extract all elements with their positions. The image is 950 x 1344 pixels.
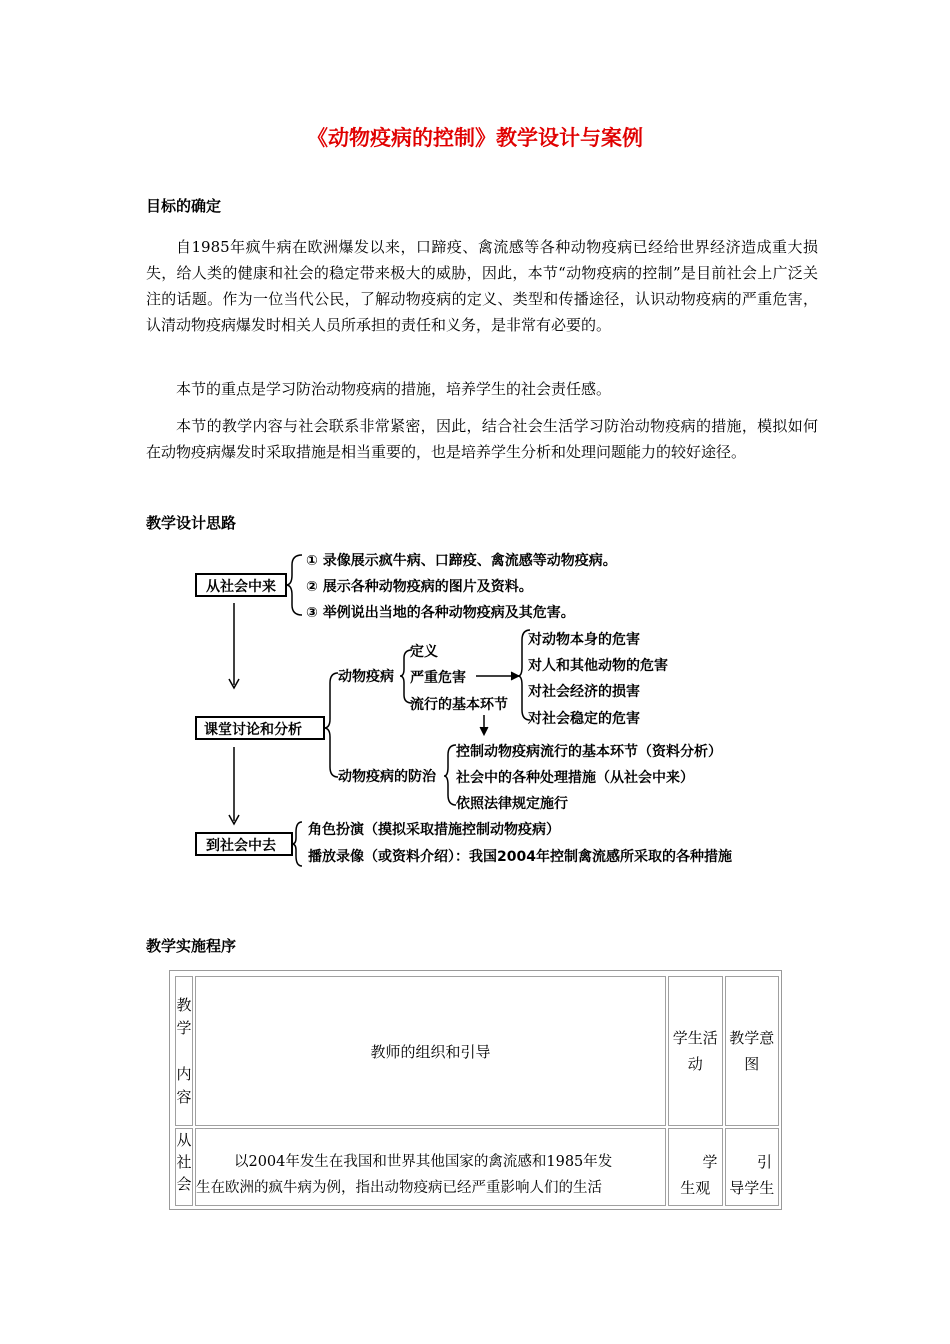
section-heading-design: 教学设计思路 xyxy=(146,514,237,532)
header-student: 学生活 动 xyxy=(668,976,722,1126)
disease-label: 动物疫病 xyxy=(338,669,394,685)
disease-item: 定义 xyxy=(410,644,438,660)
box-to-society-label: 到社会中去 xyxy=(206,838,276,854)
box1-item: ① 录像展示疯牛病、口蹄疫、禽流感等动物疫病。 xyxy=(306,553,617,569)
procedure-table xyxy=(169,970,782,1210)
paragraph-2: 本节的重点是学习防治动物疫病的措施，培养学生的社会责任感。 xyxy=(176,380,612,398)
prevention-item: 依照法律规定施行 xyxy=(456,796,568,812)
table-row xyxy=(175,1128,779,1206)
disease-item: 严重危害 xyxy=(410,670,466,686)
section-heading-procedure: 教学实施程序 xyxy=(146,937,237,955)
box-from-society-label: 从社会中来 xyxy=(206,579,276,595)
document-title: 《动物疫病的控制》教学设计与案例 xyxy=(307,126,643,150)
row-student: 学 生观 xyxy=(668,1128,722,1206)
harm-item: 对社会经济的损害 xyxy=(528,684,640,700)
prevention-item: 控制动物疫病流行的基本环节（资料分析） xyxy=(456,744,722,760)
prevention-item: 社会中的各种处理措施（从社会中来） xyxy=(456,770,694,786)
harm-item: 对人和其他动物的危害 xyxy=(528,658,668,674)
disease-item: 流行的基本环节 xyxy=(410,697,508,713)
prevention-label: 动物疫病的防治 xyxy=(338,769,436,785)
brace-3 xyxy=(292,822,302,866)
paragraph-3: 本节的教学内容与社会联系非常紧密，因此，结合社会生活学习防治动物疫病的措施，模拟如何在动物疫病爆发时采取措施是相当重要的，也是培养学生分析和处理问题能力的较好途径。 xyxy=(146,417,818,461)
header-teacher: 教师的组织和引导 xyxy=(195,976,666,1126)
box1-item: ③ 举例说出当地的各种动物疫病及其危害。 xyxy=(306,605,575,621)
box1-item: ② 展示各种动物疫病的图片及资料。 xyxy=(306,579,533,595)
paragraph-1: 自1985年疯牛病在欧洲爆发以来，口蹄疫、禽流感等各种动物疫病已经给世界经济造成重大损失，给人类的健康和社会的稳定带来极大的威胁，因此，本节“动物疫病的控制”是目前社会上广泛关注的话题。作为一位当代公民，了解动物疫病的定义、类型和传播途径，认识动物疫病的严重危害，认清动物疫病爆发时相关人员所承担的责任和义务，是非常有必要的。 xyxy=(146,238,818,334)
table-header-row xyxy=(175,976,779,1126)
row-content: 从 社 会 xyxy=(175,1128,193,1206)
box3-item: 播放录像（或资料介绍）：我国2004年控制禽流感所采取的各种措施 xyxy=(308,849,732,865)
box3-item: 角色扮演（摸拟采取措施控制动物疫病） xyxy=(308,822,560,838)
box-classroom-label: 课堂讨论和分析 xyxy=(204,722,302,738)
link-arrow-head xyxy=(480,727,488,735)
teaching-design-diagram xyxy=(190,545,790,875)
row-teacher: 以2004年发生在我国和世界其他国家的禽流感和1985年发 生在欧洲的疯牛病为例，指出动物疫病已经严重影响人们的生活 xyxy=(195,1128,666,1206)
harm-item: 对动物本身的危害 xyxy=(528,632,640,648)
harm-arrow-head xyxy=(511,672,519,680)
brace-prevention xyxy=(444,745,456,805)
header-content: 教 学 内 容 xyxy=(175,976,193,1126)
brace-2 xyxy=(324,673,338,777)
harm-item: 对社会稳定的危害 xyxy=(528,711,640,727)
row-intent: 引 导学生 xyxy=(725,1128,780,1206)
header-intent: 教学意 图 xyxy=(725,976,780,1126)
section-heading-goal: 目标的确定 xyxy=(146,197,222,215)
brace-1 xyxy=(286,555,302,615)
